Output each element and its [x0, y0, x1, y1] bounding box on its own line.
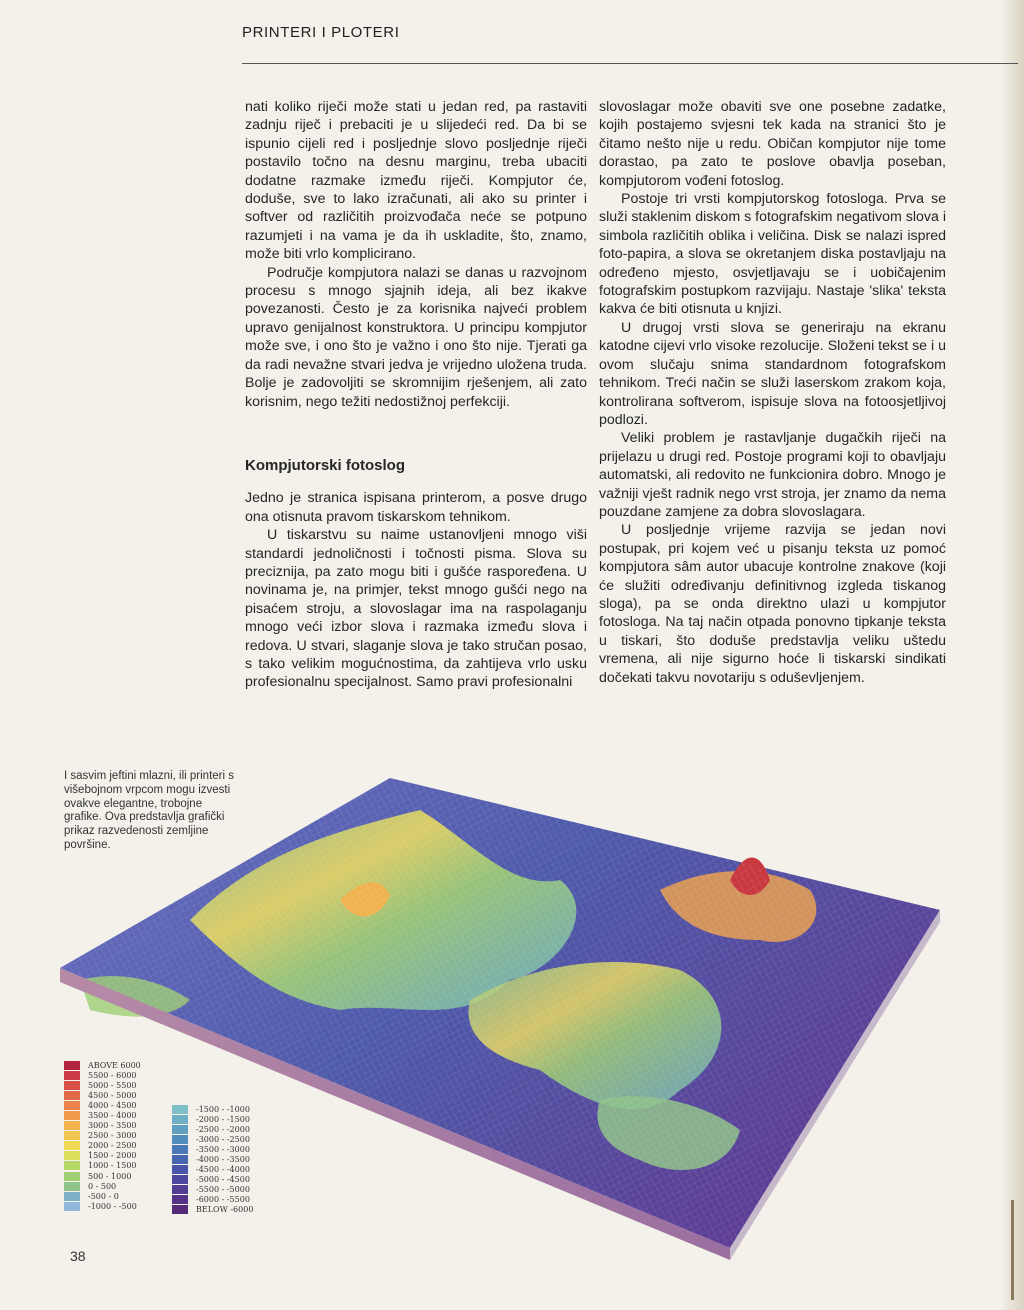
legend-label: -4500 - -4000 — [196, 1165, 250, 1175]
legend-label: -2000 - -1500 — [196, 1114, 250, 1124]
legend-entry — [64, 1070, 141, 1080]
legend-swatch — [172, 1205, 188, 1214]
legend-swatch — [64, 1111, 80, 1120]
legend-swatch — [172, 1195, 188, 1204]
paragraph: slovoslagar može obaviti sve one posebne zadatke, kojih postajemo svjesni tek kada na stranici što je čitamo nešto nije u redu. Običan kompjutor nije tome dorastao, pa zato te poslove obavlja poseban, kompjutorom vođeni fotoslog. — [599, 99, 946, 189]
paragraph: Veliki problem je rastavljanje dugačkih riječi na prijelazu u drugi red. Postoje programi koji to obavljaju automatski, ali redovito ne funkcionira dobro. Mnogo je važniji vješt radnik nego vrst stroja, jer znamo da nema pouzdane zamjene za dobra slovoslagara. — [599, 430, 946, 520]
legend-entry — [172, 1134, 253, 1144]
running-header: PRINTERI I PLOTERI — [242, 24, 400, 41]
legend-label: -3500 - -3000 — [196, 1144, 250, 1154]
legend-entry — [172, 1165, 253, 1175]
legend-swatch — [172, 1115, 188, 1124]
legend-label: 3500 - 4000 — [88, 1111, 137, 1121]
legend-entry — [64, 1151, 141, 1161]
legend-entry — [64, 1201, 141, 1211]
legend-entry — [172, 1195, 253, 1205]
legend-label: 3000 - 3500 — [88, 1121, 137, 1131]
legend-swatch — [172, 1165, 188, 1174]
legend-label: -2500 - -2000 — [196, 1124, 250, 1134]
legend-swatch — [172, 1125, 188, 1134]
paragraph: Jedno je stranica ispisana printerom, a posve drugo ona otisnuta pravom tiskarskom tehnikom. — [245, 490, 587, 525]
elevation-legend-positive — [64, 1060, 141, 1211]
legend-entry — [64, 1141, 141, 1151]
legend-entry — [64, 1181, 141, 1191]
legend-label: -6000 - -5500 — [196, 1195, 250, 1205]
page-number: 38 — [70, 1248, 86, 1264]
legend-swatch — [172, 1105, 188, 1114]
legend-swatch — [64, 1091, 80, 1100]
legend-label: BELOW -6000 — [196, 1205, 254, 1215]
page-edge — [1000, 0, 1024, 1310]
legend-entry — [64, 1100, 141, 1110]
legend-swatch — [64, 1071, 80, 1080]
legend-swatch — [64, 1202, 80, 1211]
legend-swatch — [64, 1081, 80, 1090]
legend-swatch — [172, 1155, 188, 1164]
legend-entry — [64, 1080, 141, 1090]
legend-swatch — [172, 1145, 188, 1154]
legend-entry — [64, 1161, 141, 1171]
legend-label: -1000 - -500 — [88, 1201, 137, 1211]
section-heading: Kompjutorski fotoslog — [245, 456, 405, 474]
legend-swatch — [64, 1121, 80, 1130]
elevation-legend-negative — [172, 1104, 253, 1215]
legend-entry — [64, 1131, 141, 1141]
legend-label: 0 - 500 — [88, 1181, 117, 1191]
legend-entry — [172, 1205, 253, 1215]
book-spine — [1011, 1200, 1014, 1300]
legend-swatch — [64, 1161, 80, 1170]
legend-label: -4000 - -3500 — [196, 1155, 250, 1165]
header-rule — [242, 63, 1018, 64]
legend-label: -3000 - -2500 — [196, 1134, 250, 1144]
legend-swatch — [172, 1135, 188, 1144]
paragraph: U posljednje vrijeme razvija se jedan novi postupak, pri kojem već u pisanju teksta uz pomoć kompjutora sâm autor ubacuje kontrolne znakove (koji će služiti određivanju definitivnog izgleda tiskanog sloga), pa se onda direktno ulazi u kompjutor fotosloga. Na taj način otpada ponovno tipkanje teksta u tiskari, što doduše predstavlja veliku uštedu vremena, ali nije sigurno hoće li tiskarski sindikati dočekati takvu novotariju s oduševljenjem. — [599, 522, 946, 686]
text-column-2 — [599, 98, 946, 687]
legend-entry — [64, 1110, 141, 1120]
legend-swatch — [172, 1185, 188, 1194]
legend-label: -5000 - -4500 — [196, 1175, 250, 1185]
legend-swatch — [172, 1175, 188, 1184]
legend-entry — [64, 1090, 141, 1100]
figure-caption: I sasvim jeftini mlazni, ili printeri s višebojnom vrpcom mogu izvesti ovakve elegantne, trobojne grafike. Ova predstavlja grafički prikaz razvedenosti zemljine površine. — [64, 770, 234, 851]
text-column-1 — [245, 98, 587, 692]
legend-swatch — [64, 1131, 80, 1140]
legend-swatch — [64, 1101, 80, 1110]
legend-entry — [64, 1171, 141, 1181]
legend-entry — [172, 1124, 253, 1134]
legend-swatch — [64, 1141, 80, 1150]
legend-swatch — [64, 1192, 80, 1201]
paragraph: nati koliko riječi može stati u jedan red, pa rastaviti zadnju riječ i prebaciti je u slijedeći red. Da bi se ispunio cijeli red i posljednje slovo posljednje riječi postavilo točno na desnu marginu, treba ubaciti dodatne razmake između riječi. Kompjutor će, doduše, sve to lako izračunati, ali ako su printer i softver od različitih proizvođača neće se potpuno razumjeti i na vama je da ih uskladite, što, znamo, može biti vrlo komplicirano. — [245, 99, 587, 263]
legend-label: 5000 - 5500 — [88, 1080, 137, 1090]
legend-entry — [172, 1175, 253, 1185]
legend-label: 1500 - 2000 — [88, 1151, 137, 1161]
legend-entry — [64, 1121, 141, 1131]
legend-entry — [172, 1185, 253, 1195]
legend-label: -1500 - -1000 — [196, 1104, 250, 1114]
legend-entry — [172, 1144, 253, 1154]
legend-swatch — [64, 1061, 80, 1070]
legend-label: 2000 - 2500 — [88, 1141, 137, 1151]
legend-label: 4500 - 5000 — [88, 1090, 137, 1100]
legend-label: 1000 - 1500 — [88, 1161, 137, 1171]
paragraph: U tiskarstvu su naime ustanovljeni mnogo viši standardi jednoličnosti i točnosti pisma. Slova su preciznija, pa zato mogu biti i gušće raspoređena. U novinama je, na primjer, tekst mnogo gušći nego na pisaćem stroju, a slovoslagar ima na raspolaganju mnogo veći izbor slova i razmaka između slova i redova. U stvari, slaganje slova je tako stručan posao, s tako velikim mogućnostima, da zahtijeva vrlo usku profesionalnu specijalnost. Samo pravi profesionalni — [245, 527, 587, 691]
legend-label: -500 - 0 — [88, 1191, 119, 1201]
legend-label: 500 - 1000 — [88, 1171, 132, 1181]
legend-swatch — [64, 1182, 80, 1191]
legend-entry — [172, 1114, 253, 1124]
legend-swatch — [64, 1172, 80, 1181]
legend-label: 5500 - 6000 — [88, 1070, 137, 1080]
legend-entry — [64, 1191, 141, 1201]
legend-label: -5500 - -5000 — [196, 1185, 250, 1195]
legend-label: 4000 - 4500 — [88, 1100, 137, 1110]
legend-swatch — [64, 1151, 80, 1160]
legend-entry — [172, 1154, 253, 1164]
legend-label: ABOVE 6000 — [88, 1060, 141, 1070]
paragraph: Područje kompjutora nalazi se danas u razvojnom procesu s mnogo sjajnih ideja, ali bez ikakve povezanosti. Često je za korisnika najveći problem upravo genijalnost konstruktora. U principu kompjutor može sve, i ono što je važno i ono što nije. Tjerati ga da radi nevažne stvari jedva je vrijedno uložena truda. Bolje je zadovoljiti se skromnijim rješenjem, ali zato korisnim, nego težiti nedostižnoj perfekciji. — [245, 264, 587, 410]
legend-entry — [64, 1060, 141, 1070]
legend-label: 2500 - 3000 — [88, 1131, 137, 1141]
legend-entry — [172, 1104, 253, 1114]
paragraph: U drugoj vrsti slova se generiraju na ekranu katodne cijevi vrlo visoke rezolucije. Složeni tekst se i u ovom slučaju snima standardnom fotografskom tehnikom. Treći način se služi laserskom zrakom koja, kontrolirana softverom, ispisuje slova na fotoosjetljivoj podlozi. — [599, 319, 946, 428]
paragraph: Postoje tri vrsti kompjutorskog fotosloga. Prva se služi staklenim diskom s fotografskim negativom slova i simbola različitih oblika i veličina. Disk se nalazi ispred foto-papira, a slova se okretanjem diska postavljaju na određeno mjesto, osvjetljavaju se i uobičajenim fotografskim postupkom razvijaju. Nastaje 'slika' teksta kakva će biti otisnuta u knjizi. — [599, 191, 946, 318]
